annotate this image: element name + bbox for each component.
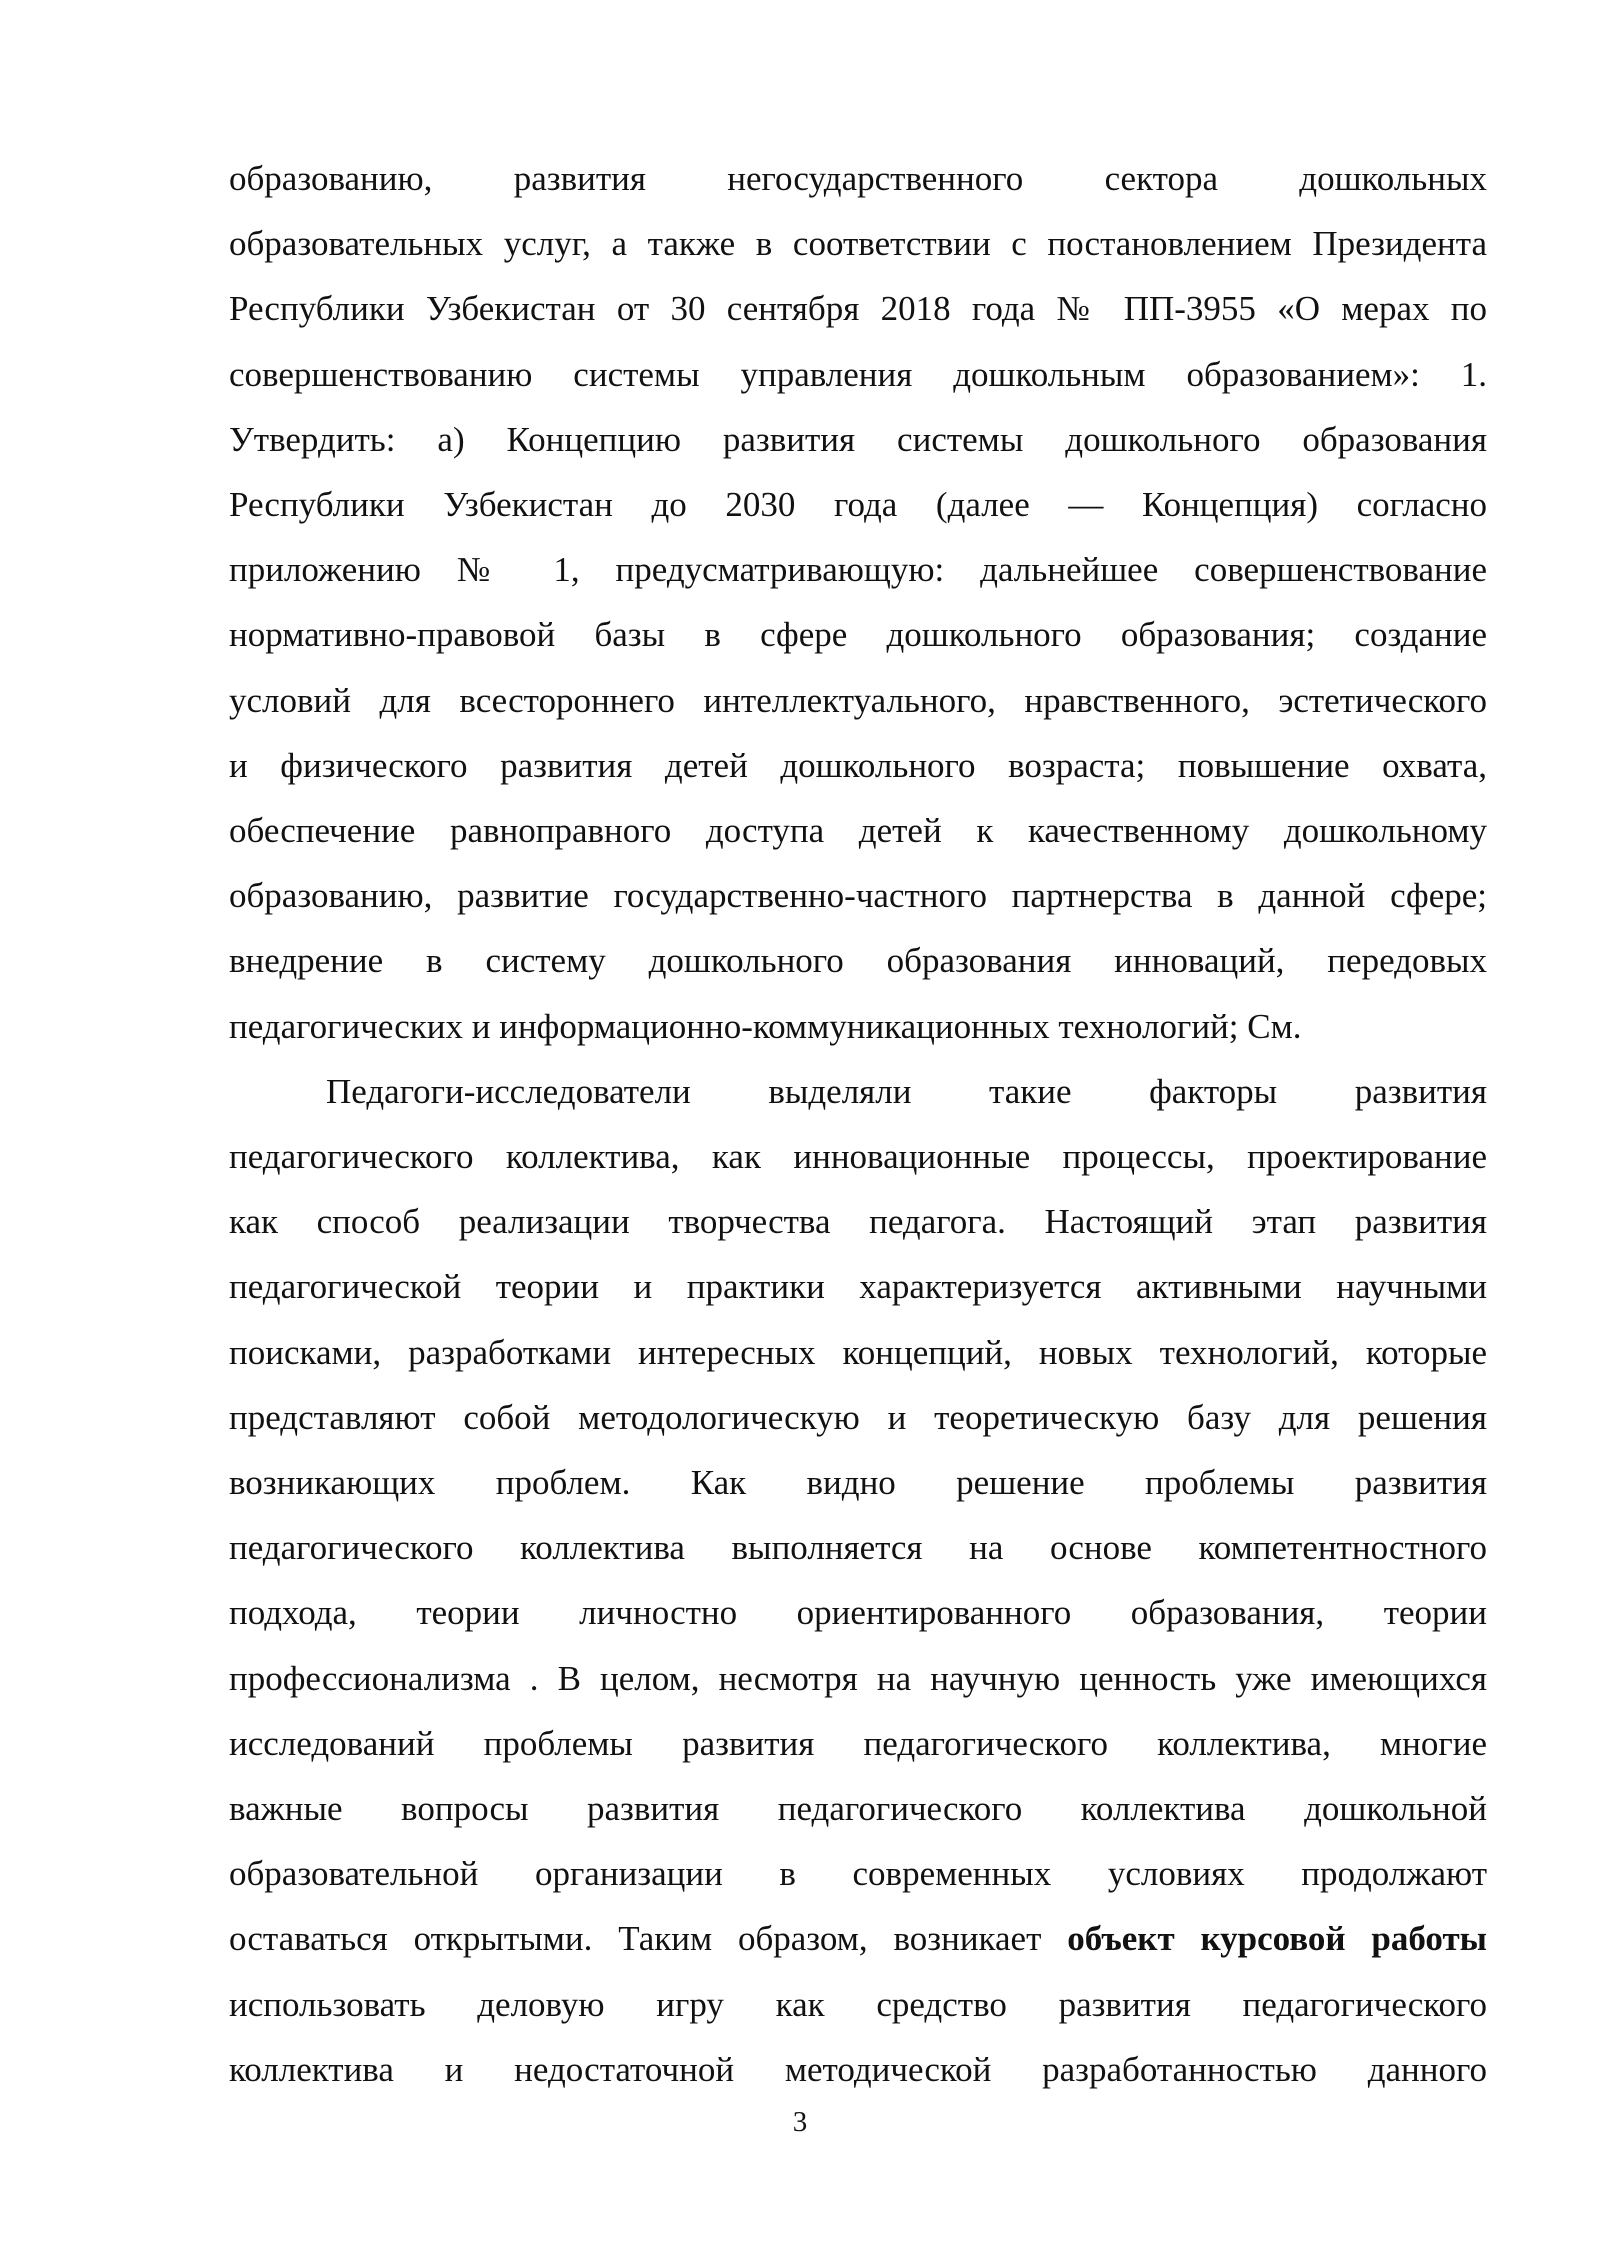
text-line: образованию, развития негосударственного сектора дошкольных [229, 159, 1487, 198]
text-line: педагогического коллектива, как инновационные процессы, проектирование [229, 1137, 1487, 1177]
text-line: использовать деловую игру как средство развития педагогического [229, 1984, 1487, 2024]
page-number: 3 [792, 2106, 808, 2138]
text-line: возникающих проблем. Как видно решение проблемы развития [229, 1463, 1487, 1503]
text-line: образованию, развитие государственно-частного партнерства в данной сфере; [229, 876, 1487, 916]
text-line-indented: Педагоги-исследователи выделяли такие факторы развития [326, 1071, 1487, 1111]
text-line: педагогических и информационно-коммуникационных технологий; См. [229, 1006, 1302, 1046]
bold-term-course-object: объект курсовой работы [1067, 1919, 1487, 1959]
text-line: поисками, разработками интересных концепций, новых технологий, которые [229, 1332, 1487, 1372]
text-line: Республики Узбекистан от 30 сентября 2018 года № ПП-3955 «О мерах по [229, 289, 1487, 329]
text-line: нормативно-правовой базы в сфере дошкольного образования; создание [229, 615, 1487, 655]
text-line: профессионализма . В целом, несмотря на научную ценность уже имеющихся [229, 1658, 1487, 1698]
text-line: Республики Узбекистан до 2030 года (далее — Концепция) согласно [229, 485, 1487, 525]
text-segment: оставаться открытыми. Таким образом, возникает [229, 1919, 1068, 1959]
text-line: внедрение в систему дошкольного образования инноваций, передовых [229, 941, 1487, 981]
text-line: Утвердить: а) Концепцию развития системы дошкольного образования [229, 419, 1487, 459]
text-line: и физического развития детей дошкольного возраста; повышение охвата, [229, 745, 1487, 785]
text-line: важные вопросы развития педагогического коллектива дошкольной [229, 1789, 1487, 1829]
body-text [229, 146, 1487, 2102]
text-line: подхода, теории личностно ориентированного образования, теории [229, 1593, 1487, 1633]
text-line: педагогического коллектива выполняется на основе компетентностного [229, 1528, 1487, 1568]
paragraph-research-factors [229, 1059, 1487, 2102]
text-line: условий для всестороннего интеллектуального, нравственного, эстетического [229, 680, 1487, 720]
text-line: совершенствованию системы управления дошкольным образованием»: 1. [229, 354, 1487, 394]
text-line: как способ реализации творчества педагога. Настоящий этап развития [229, 1202, 1487, 1242]
text-line: обеспечение равноправного доступа детей к качественному дошкольному [229, 811, 1487, 851]
paragraph-decree-continuation [229, 146, 1487, 1059]
text-line: исследований проблемы развития педагогического коллектива, многие [229, 1723, 1487, 1763]
text-line-with-bold [229, 1906, 1487, 1971]
text-line: коллектива и недостаточной методической разработанностью данного [229, 2049, 1487, 2089]
text-line: образовательной организации в современных условиях продолжают [229, 1854, 1487, 1894]
text-line: представляют собой методологическую и теоретическую базу для решения [229, 1397, 1487, 1437]
text-line: образовательных услуг, а также в соответствии с постановлением Президента [229, 224, 1487, 264]
text-line: педагогической теории и практики характеризуется активными научными [229, 1267, 1487, 1307]
text-line: приложению № 1, предусматривающую: дальнейшее совершенствование [229, 550, 1487, 590]
